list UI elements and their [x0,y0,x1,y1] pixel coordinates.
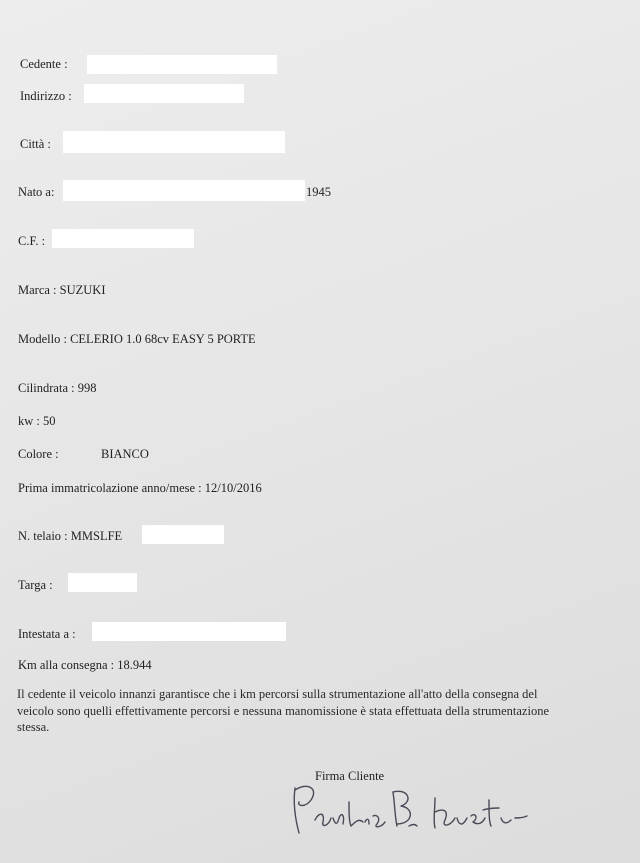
cedente-label: Cedente : [20,57,68,71]
declaration-text: Il cedente il veicolo innanzi garantisce che i km percorsi sulla strumentazione all'atto della consegna del veicolo sono quelli effettivamente percorsi e nessuna manomissione è stata effettuata della strumentazione stessa. [17,687,549,734]
nato-year: 1945 [306,185,331,199]
telaio-field: N. telaio : MMSLFE [18,529,123,543]
signature-label: Firma Cliente [315,769,385,783]
kw-field: kw : 50 [18,414,56,428]
indirizzo-redaction [84,84,244,103]
telaio-redaction [142,525,224,544]
citta-label: Città : [20,137,51,151]
nato-label: Nato a: [18,185,55,199]
cf-redaction [52,229,194,248]
citta-redaction [63,131,285,153]
km-field: Km alla consegna : 18.944 [18,658,152,672]
intestata-label: Intestata a : [18,627,76,641]
colore-label: Colore : [18,447,59,461]
modello-field: Modello : CELERIO 1.0 68cv EASY 5 PORTE [18,332,256,346]
immatricolazione-field: Prima immatricolazione anno/mese : 12/10/2016 [18,481,262,495]
nato-redaction [63,180,305,201]
cedente-redaction [87,55,277,74]
cf-label: C.F. : [18,234,46,248]
targa-redaction [68,573,137,592]
handwritten-signature [285,778,545,838]
marca-field: Marca : SUZUKI [18,283,106,297]
intestata-redaction [92,622,286,641]
colore-value: BIANCO [101,447,149,461]
indirizzo-label: Indirizzo : [20,89,72,103]
cilindrata-field: Cilindrata : 998 [18,381,97,395]
targa-label: Targa : [18,578,53,592]
